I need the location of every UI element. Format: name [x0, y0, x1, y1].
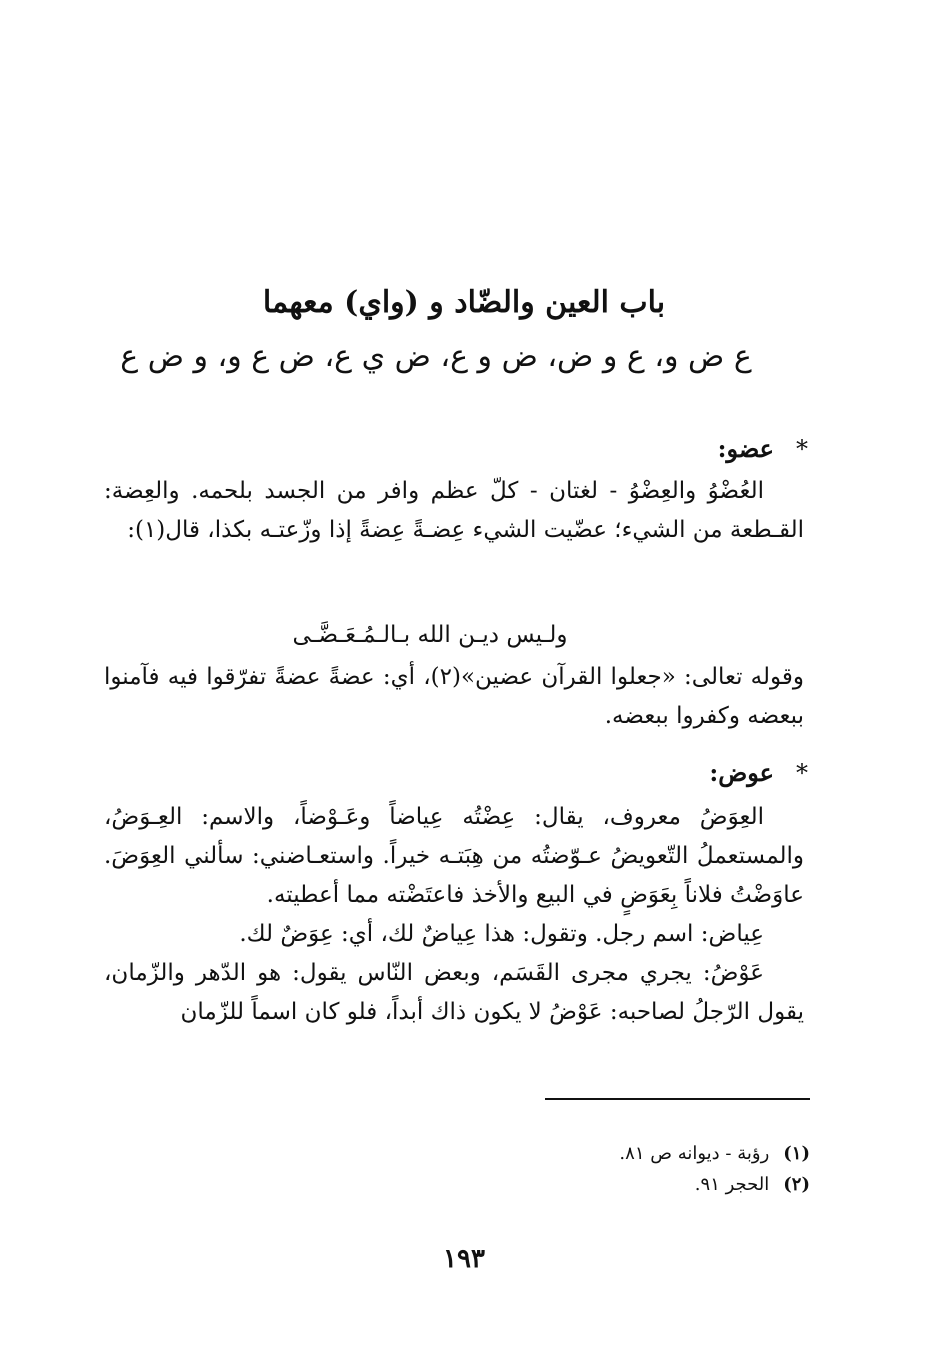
footnote-number: (١) — [783, 1143, 810, 1164]
entry-body-awd — [104, 798, 804, 1032]
chapter-title: باب العين والضّاد و (واي) معهما — [262, 285, 666, 320]
footnote-number: (٢) — [783, 1174, 810, 1195]
footnote-item — [310, 1138, 810, 1169]
footnote-text: الحجر ٩١. — [694, 1174, 770, 1195]
paragraph: وقوله تعالى: «جعلوا القرآن عضين»(٢)، أي: عضةً عضةً تفرّقوا فيه فآمنوا ببعضه وكفروا ببعضه. — [104, 664, 805, 729]
entry-heading-label: عوض: — [709, 758, 774, 787]
paragraph: عِياض: اسم رجل. وتقول: هذا عِياضٌ لك، أي: عِوَضٌ لك. — [239, 921, 764, 947]
entry-body-adw-continued — [104, 658, 804, 736]
paragraph: العُضْوُ والعِضْوُ - لغتان - كلّ عظم وافر من الجسد بلحمه. والعِضة: القـطعة من الشيء؛ عضّيت الشيء عِضـةً عِضةً إذا وزّعتـه بكذا، قال(١): — [104, 478, 804, 543]
entry-heading-label: عضو: — [717, 434, 774, 463]
footnote-divider — [545, 1098, 810, 1100]
footnote-text: رؤبة - ديوانه ص ٨١. — [619, 1143, 770, 1164]
entry-heading-awd — [709, 756, 808, 790]
paragraph: عَوْضُ: يجري مجرى القَسَم، وبعض النّاس يقول: هو الدّهر والزّمان، يقول الرّجلُ لصاحبه: عَوْضُ لا يكون ذاك أبداً، فلو كان اسماً للزّمان — [104, 960, 804, 1025]
paragraph: العِوَضُ معروف، يقال: عِضْتُه عِياضاً وعَـوْضاً، والاسم: العِـوَضُ، والمستعملُ التّعويضُ عـوّضتُه من هِبَتـه خيراً. واستعـاضني: سألني العِوَضَ. عاوَضْتُ فلاناً بِعَوَضٍ في البيع والأخذ فاعتَضْته مما أعطيته. — [104, 804, 804, 908]
entry-heading-adw — [718, 432, 808, 466]
footnotes — [310, 1138, 810, 1200]
asterisk-marker: * — [796, 435, 808, 463]
chapter-root-list: ع ض و، ع و ض، ض و ع، ض ي ع، ض ع و، و ض ع — [120, 339, 752, 374]
page-number: ١٩٣ — [443, 1244, 485, 1274]
footnote-item — [310, 1169, 810, 1200]
entry-body-adw — [104, 472, 804, 550]
verse-quote: ولـيس ديـن الله بـالـمُـعَـضَّـى — [292, 622, 568, 648]
asterisk-marker: * — [796, 759, 808, 787]
